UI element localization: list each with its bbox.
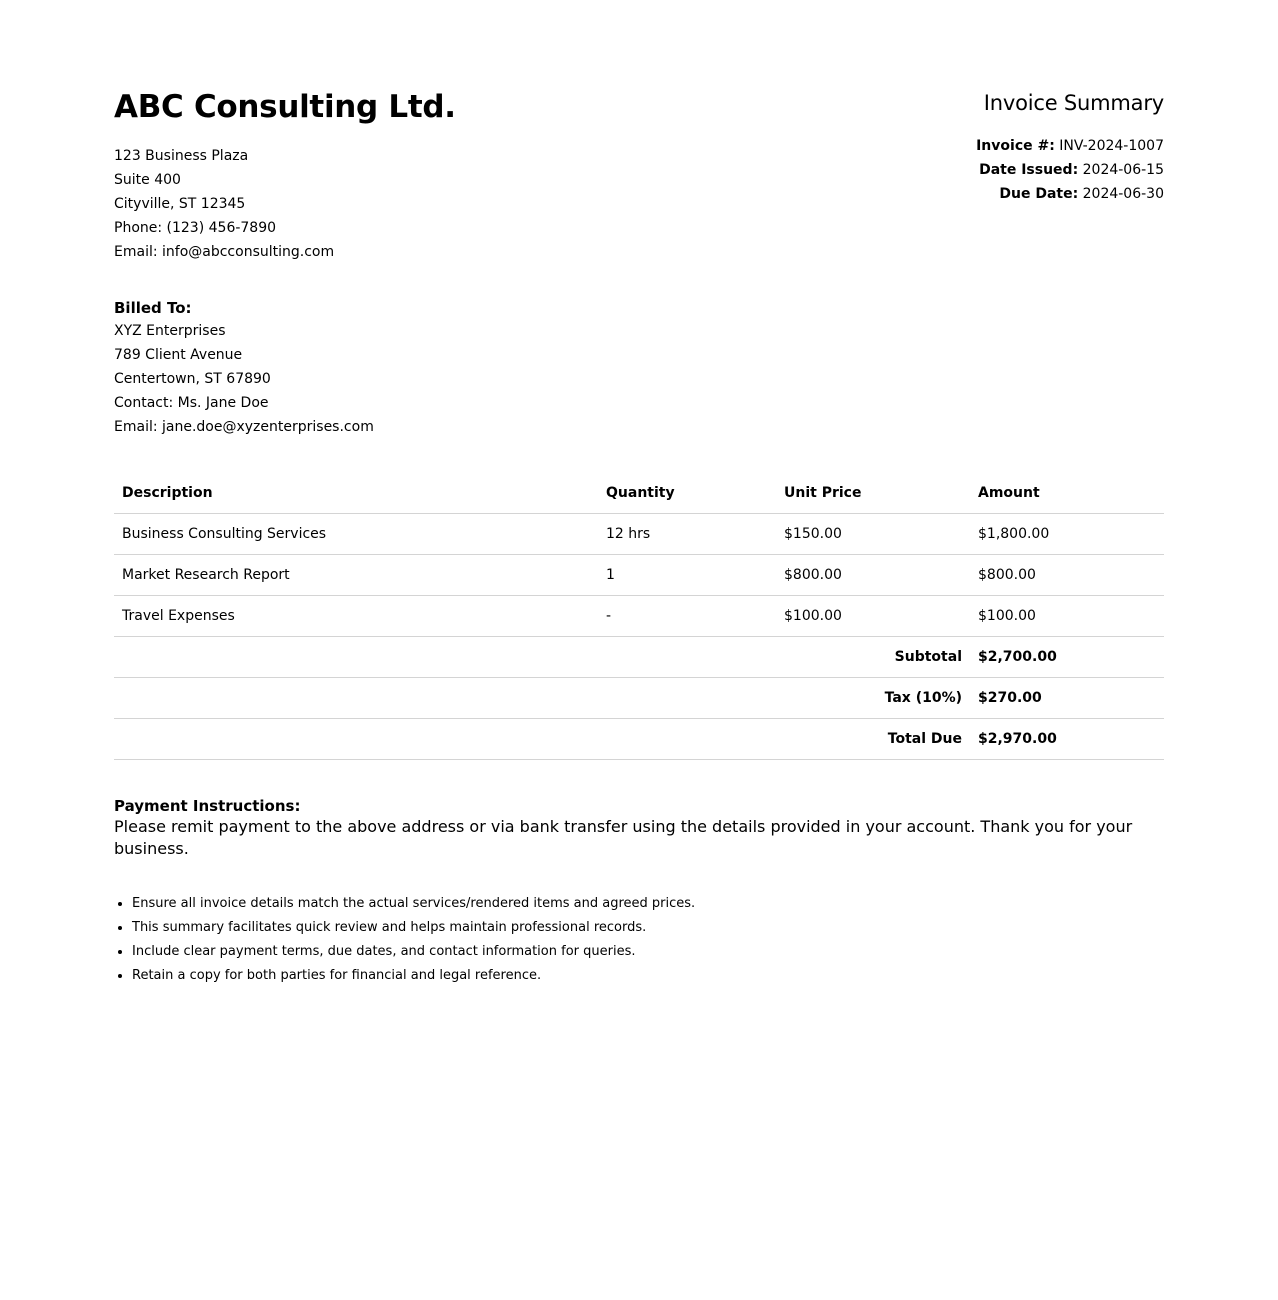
table-row: [114, 514, 1164, 555]
payment-text: Please remit payment to the above address or via bank transfer using the details provided in your account. Thank you for your business.: [114, 817, 1133, 858]
summary-title: Invoice Summary: [983, 91, 1164, 115]
tax-label: Tax (10%): [114, 678, 970, 719]
billed-to-block: [114, 297, 1164, 439]
date-issued-value: 2024-06-15: [1082, 162, 1164, 178]
tax-value: $270.00: [970, 678, 1164, 719]
company-email: Email: info@abcconsulting.com: [114, 244, 335, 260]
header-description: Description: [114, 473, 598, 514]
invoice-items-table: [114, 473, 1164, 760]
company-address-line: 123 Business Plaza: [114, 148, 249, 164]
company-name: ABC Consulting Ltd.: [114, 89, 456, 125]
list-item: • Include clear payment terms, due dates, and contact information for queries.: [132, 940, 1164, 964]
item-quantity: 1: [598, 555, 776, 596]
invoice-summary: [976, 88, 1164, 206]
table-header-row: [114, 473, 1164, 514]
subtotal-value: $2,700.00: [970, 637, 1164, 678]
summary-details: [976, 134, 1164, 206]
item-quantity: 12 hrs: [598, 514, 776, 555]
item-description: Market Research Report: [114, 555, 598, 596]
billed-to-line: Centertown, ST 67890: [114, 371, 271, 387]
subtotal-row: [114, 637, 1164, 678]
due-date-label: Due Date:: [999, 186, 1079, 202]
header-amount: Amount: [970, 473, 1164, 514]
billed-to-contact: Contact: Ms. Jane Doe: [114, 395, 269, 411]
company-address: [114, 144, 456, 264]
item-description: Travel Expenses: [114, 596, 598, 637]
billed-to-line: XYZ Enterprises: [114, 323, 226, 339]
due-date-row: [976, 182, 1164, 206]
list-item: • Ensure all invoice details match the actual services/rendered items and agreed prices.: [132, 892, 1164, 916]
company-block: [114, 88, 456, 264]
tax-row: [114, 678, 1164, 719]
table-row: [114, 596, 1164, 637]
billed-to-email: Email: jane.doe@xyzenterprises.com: [114, 419, 374, 435]
item-description: Business Consulting Services: [114, 514, 598, 555]
billed-to-title: Billed To:: [114, 299, 192, 317]
payment-title: Payment Instructions:: [114, 797, 301, 815]
invoice-page: [114, 88, 1164, 988]
list-item: • This summary facilitates quick review and helps maintain professional records.: [132, 916, 1164, 940]
header-quantity: Quantity: [598, 473, 776, 514]
header-unit-price: Unit Price: [776, 473, 970, 514]
billed-to-line: 789 Client Avenue: [114, 347, 243, 363]
company-phone: Phone: (123) 456-7890: [114, 220, 277, 236]
item-amount: $1,800.00: [970, 514, 1164, 555]
invoice-number-row: [976, 134, 1164, 158]
invoice-number-label: Invoice #:: [976, 138, 1055, 154]
company-address-line: Suite 400: [114, 172, 181, 188]
item-amount: $100.00: [970, 596, 1164, 637]
item-quantity: -: [598, 596, 776, 637]
item-amount: $800.00: [970, 555, 1164, 596]
item-unit-price: $150.00: [776, 514, 970, 555]
notes-list: [114, 892, 1164, 988]
invoice-number-value: INV-2024-1007: [1059, 138, 1164, 154]
company-address-line: Cityville, ST 12345: [114, 196, 246, 212]
total-due-row: [114, 719, 1164, 760]
date-issued-label: Date Issued:: [979, 162, 1079, 178]
payment-instructions: [114, 796, 1164, 860]
item-unit-price: $100.00: [776, 596, 970, 637]
item-unit-price: $800.00: [776, 555, 970, 596]
total-due-value: $2,970.00: [970, 719, 1164, 760]
subtotal-label: Subtotal: [114, 637, 970, 678]
list-item: • Retain a copy for both parties for financial and legal reference.: [132, 964, 1164, 988]
invoice-header: [114, 88, 1164, 264]
table-row: [114, 555, 1164, 596]
due-date-value: 2024-06-30: [1082, 186, 1164, 202]
date-issued-row: [976, 158, 1164, 182]
total-due-label: Total Due: [114, 719, 970, 760]
